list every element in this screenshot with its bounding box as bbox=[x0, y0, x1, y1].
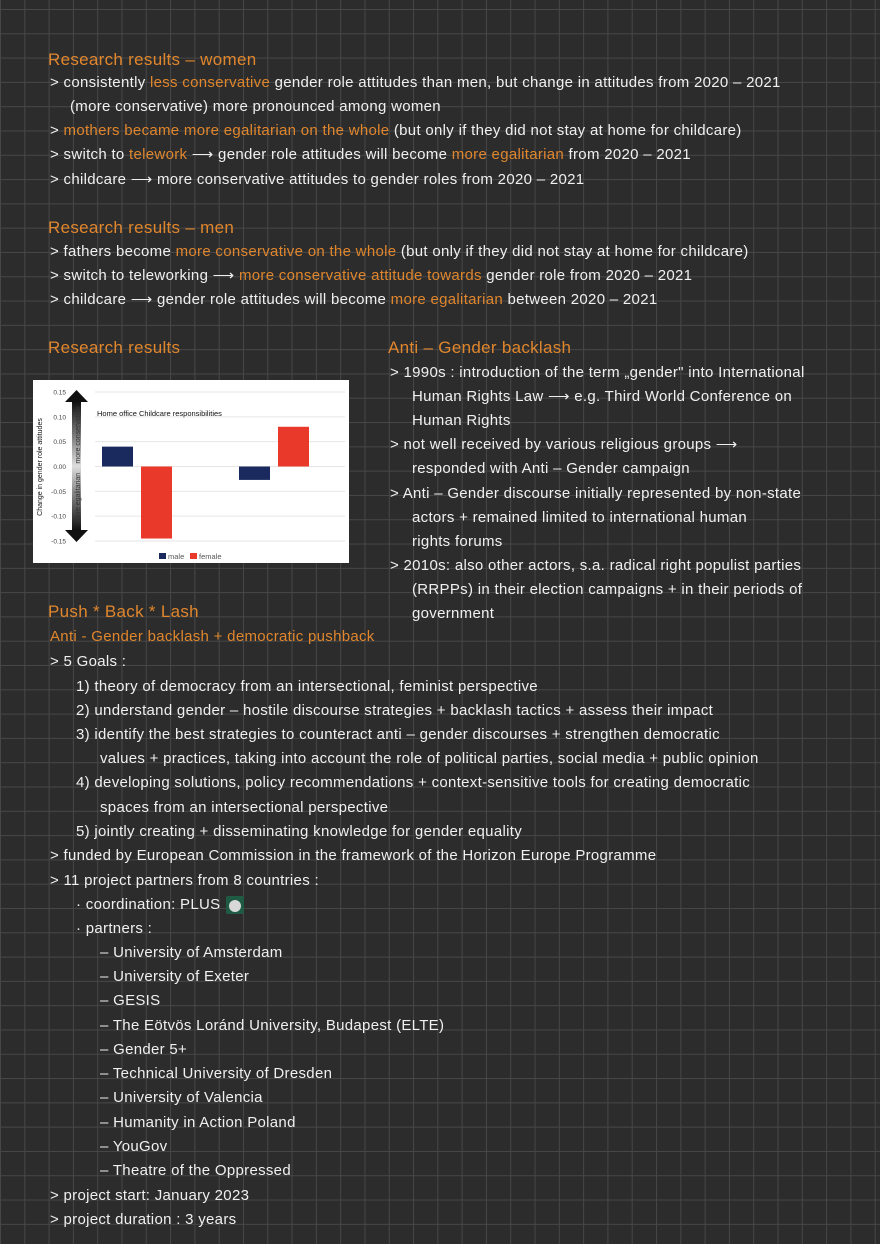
note-line bbox=[390, 556, 801, 576]
text: – University of Exeter bbox=[100, 968, 250, 985]
text: rights forums bbox=[412, 533, 503, 550]
text: Human Rights Law ⟶ e.g. Third World Conference on bbox=[412, 388, 792, 405]
note-line bbox=[100, 749, 759, 769]
arrow-up-label: more conservative bbox=[75, 406, 82, 464]
text: > switch to teleworking ⟶ bbox=[50, 267, 239, 284]
text: spaces from an intersectional perspective bbox=[100, 799, 389, 816]
text: 1) theory of democracy from an intersectional, feminist perspective bbox=[76, 678, 538, 695]
note-line bbox=[100, 991, 160, 1011]
note-line bbox=[50, 846, 656, 866]
text: > switch to bbox=[50, 146, 130, 163]
text: from 2020 – 2021 bbox=[564, 146, 691, 163]
bar-female-0 bbox=[141, 467, 172, 539]
text: > 5 Goals : bbox=[50, 653, 127, 670]
text: (but only if they did not stay at home for childcare) bbox=[396, 243, 749, 260]
note-line bbox=[100, 943, 283, 963]
text: gender role attitudes than men, but change in attitudes from 2020 – 2021 bbox=[270, 74, 781, 91]
highlighted-text: more egalitarian bbox=[390, 291, 504, 308]
text: Anti – Gender backlash bbox=[388, 338, 572, 357]
text: – University of Valencia bbox=[100, 1089, 263, 1106]
text: > funded by European Commission in the framework of the Horizon Europe Programme bbox=[50, 847, 657, 864]
note-line bbox=[390, 435, 738, 455]
text: > 11 project partners from 8 countries : bbox=[50, 872, 319, 889]
section-heading bbox=[48, 50, 256, 70]
section-heading bbox=[48, 338, 180, 358]
note-line bbox=[412, 387, 792, 407]
legend-female-swatch bbox=[190, 553, 197, 559]
highlighted-text: mothers became more egalitarian on the whole bbox=[63, 122, 390, 139]
note-line bbox=[50, 121, 742, 141]
text: – GESIS bbox=[100, 992, 161, 1009]
highlighted-text: less conservative bbox=[149, 74, 271, 91]
note-line bbox=[50, 1210, 236, 1230]
text: Push * Back * Lash bbox=[48, 602, 199, 621]
text: (but only if they did not stay at home for childcare) bbox=[389, 122, 742, 139]
note-line bbox=[412, 604, 494, 624]
note-line bbox=[50, 73, 781, 93]
note-line bbox=[100, 798, 388, 818]
legend-female: female bbox=[199, 552, 222, 561]
note-line bbox=[50, 627, 375, 647]
section-heading bbox=[388, 338, 571, 358]
text: · partners : bbox=[76, 920, 153, 937]
text: Research results – women bbox=[48, 50, 257, 69]
text: 5) jointly creating + disseminating knowledge for gender equality bbox=[76, 823, 522, 840]
note-line bbox=[76, 725, 720, 745]
note-line bbox=[50, 266, 692, 286]
text: ⟶ gender role attitudes will become bbox=[187, 146, 452, 163]
text: between 2020 – 2021 bbox=[503, 291, 658, 308]
text: 4) developing solutions, policy recommendations + context-sensitive tools for creating democratic bbox=[76, 774, 751, 791]
text: 3) identify the best strategies to counteract anti – gender discourses + strengthen democratic bbox=[76, 726, 720, 743]
note-line bbox=[390, 484, 801, 504]
text: – Humanity in Action Poland bbox=[100, 1114, 296, 1131]
text: > project start: January 2023 bbox=[50, 1187, 250, 1204]
text: Research results bbox=[48, 338, 181, 357]
text: > not well received by various religious groups ⟶ bbox=[390, 436, 738, 453]
text: > fathers become bbox=[50, 243, 176, 260]
note-line bbox=[50, 145, 691, 165]
note-line bbox=[100, 1064, 332, 1084]
text: > childcare ⟶ gender role attitudes will become bbox=[50, 291, 391, 308]
y-tick-label: 0.00 bbox=[53, 464, 66, 471]
text: – Gender 5+ bbox=[100, 1041, 188, 1058]
note-line bbox=[50, 242, 749, 262]
note-line bbox=[70, 97, 441, 117]
note-line bbox=[76, 773, 750, 793]
y-tick-label: -0.05 bbox=[51, 488, 66, 496]
highlighted-text: telework bbox=[129, 146, 188, 163]
note-line bbox=[412, 508, 747, 528]
note-line bbox=[390, 363, 805, 383]
text: values + practices, taking into account the role of political parties, social media + public opinion bbox=[100, 750, 759, 767]
note-line bbox=[50, 170, 584, 190]
note-line bbox=[100, 1137, 167, 1157]
note-line bbox=[412, 532, 503, 552]
text: – Technical University of Dresden bbox=[100, 1065, 333, 1082]
text: > Anti – Gender discourse initially represented by non-state bbox=[390, 485, 802, 502]
highlighted-text: more conservative on the whole bbox=[175, 243, 397, 260]
note-line bbox=[50, 1186, 249, 1206]
note-line bbox=[76, 895, 244, 915]
note-line bbox=[50, 290, 657, 310]
note-line bbox=[100, 1088, 263, 1108]
section-heading bbox=[48, 602, 199, 622]
text: – University of Amsterdam bbox=[100, 944, 283, 961]
note-line bbox=[100, 967, 249, 987]
note-line bbox=[76, 701, 713, 721]
plus-logo-icon bbox=[226, 896, 244, 914]
text: actors + remained limited to international human bbox=[412, 509, 747, 526]
text: 2) understand gender – hostile discourse strategies + backlash tactics + assess their impact bbox=[76, 702, 714, 719]
note-line bbox=[50, 652, 126, 672]
highlighted-text: more conservative attitude towards bbox=[238, 267, 482, 284]
legend-male-swatch bbox=[159, 553, 166, 559]
section-heading bbox=[48, 218, 234, 238]
note-line bbox=[100, 1016, 444, 1036]
note-line bbox=[76, 822, 522, 842]
y-tick-label: -0.10 bbox=[51, 513, 66, 521]
chart-title: Home office Childcare responsibilities bbox=[97, 409, 222, 418]
text: (RRPPs) in their election campaigns + in their periods of bbox=[412, 581, 803, 598]
bar-male-1 bbox=[239, 467, 270, 480]
text: – YouGov bbox=[100, 1138, 168, 1155]
bar-female-1 bbox=[278, 427, 309, 467]
text: (more conservative) more pronounced among women bbox=[70, 98, 441, 115]
text: responded with Anti – Gender campaign bbox=[412, 460, 690, 477]
highlighted-text: Anti - Gender backlash + democratic pushback bbox=[50, 628, 375, 645]
highlighted-text: more egalitarian bbox=[451, 146, 565, 163]
note-line bbox=[76, 919, 152, 939]
note-line bbox=[100, 1040, 187, 1060]
text: government bbox=[412, 605, 495, 622]
text: – Theatre of the Oppressed bbox=[100, 1162, 291, 1179]
bar-male-0 bbox=[102, 447, 133, 467]
text: > childcare ⟶ more conservative attitudes to gender roles from 2020 – 2021 bbox=[50, 171, 585, 188]
y-tick-label: 0.10 bbox=[53, 414, 66, 422]
note-line bbox=[412, 411, 511, 431]
y-tick-label: 0.05 bbox=[53, 439, 66, 447]
text: > 1990s : introduction of the term „gender" into International bbox=[390, 364, 805, 381]
legend-male: male bbox=[168, 552, 185, 561]
text: Research results – men bbox=[48, 218, 235, 237]
note-line bbox=[100, 1113, 296, 1133]
note-line bbox=[50, 871, 319, 891]
text: > 2010s: also other actors, s.a. radical right populist parties bbox=[390, 557, 802, 574]
text: – The Eötvös Loránd University, Budapest (ELTE) bbox=[100, 1017, 445, 1034]
note-line bbox=[76, 677, 538, 697]
text: · coordination: PLUS bbox=[76, 896, 221, 913]
text: > project duration : 3 years bbox=[50, 1211, 237, 1228]
text: gender role from 2020 – 2021 bbox=[481, 267, 693, 284]
note-line bbox=[100, 1161, 291, 1181]
text: Human Rights bbox=[412, 412, 511, 429]
note-line bbox=[412, 459, 690, 479]
y-axis-label: Change in gender role attitudes bbox=[37, 418, 44, 516]
text: > consistently bbox=[50, 74, 150, 91]
text: > bbox=[50, 122, 64, 139]
note-line bbox=[412, 580, 802, 600]
y-tick-label: 0.15 bbox=[53, 389, 66, 397]
gender-attitudes-chart bbox=[33, 380, 349, 563]
arrow-down-label: more egalitarian bbox=[75, 472, 82, 524]
y-tick-label: -0.15 bbox=[51, 538, 66, 546]
